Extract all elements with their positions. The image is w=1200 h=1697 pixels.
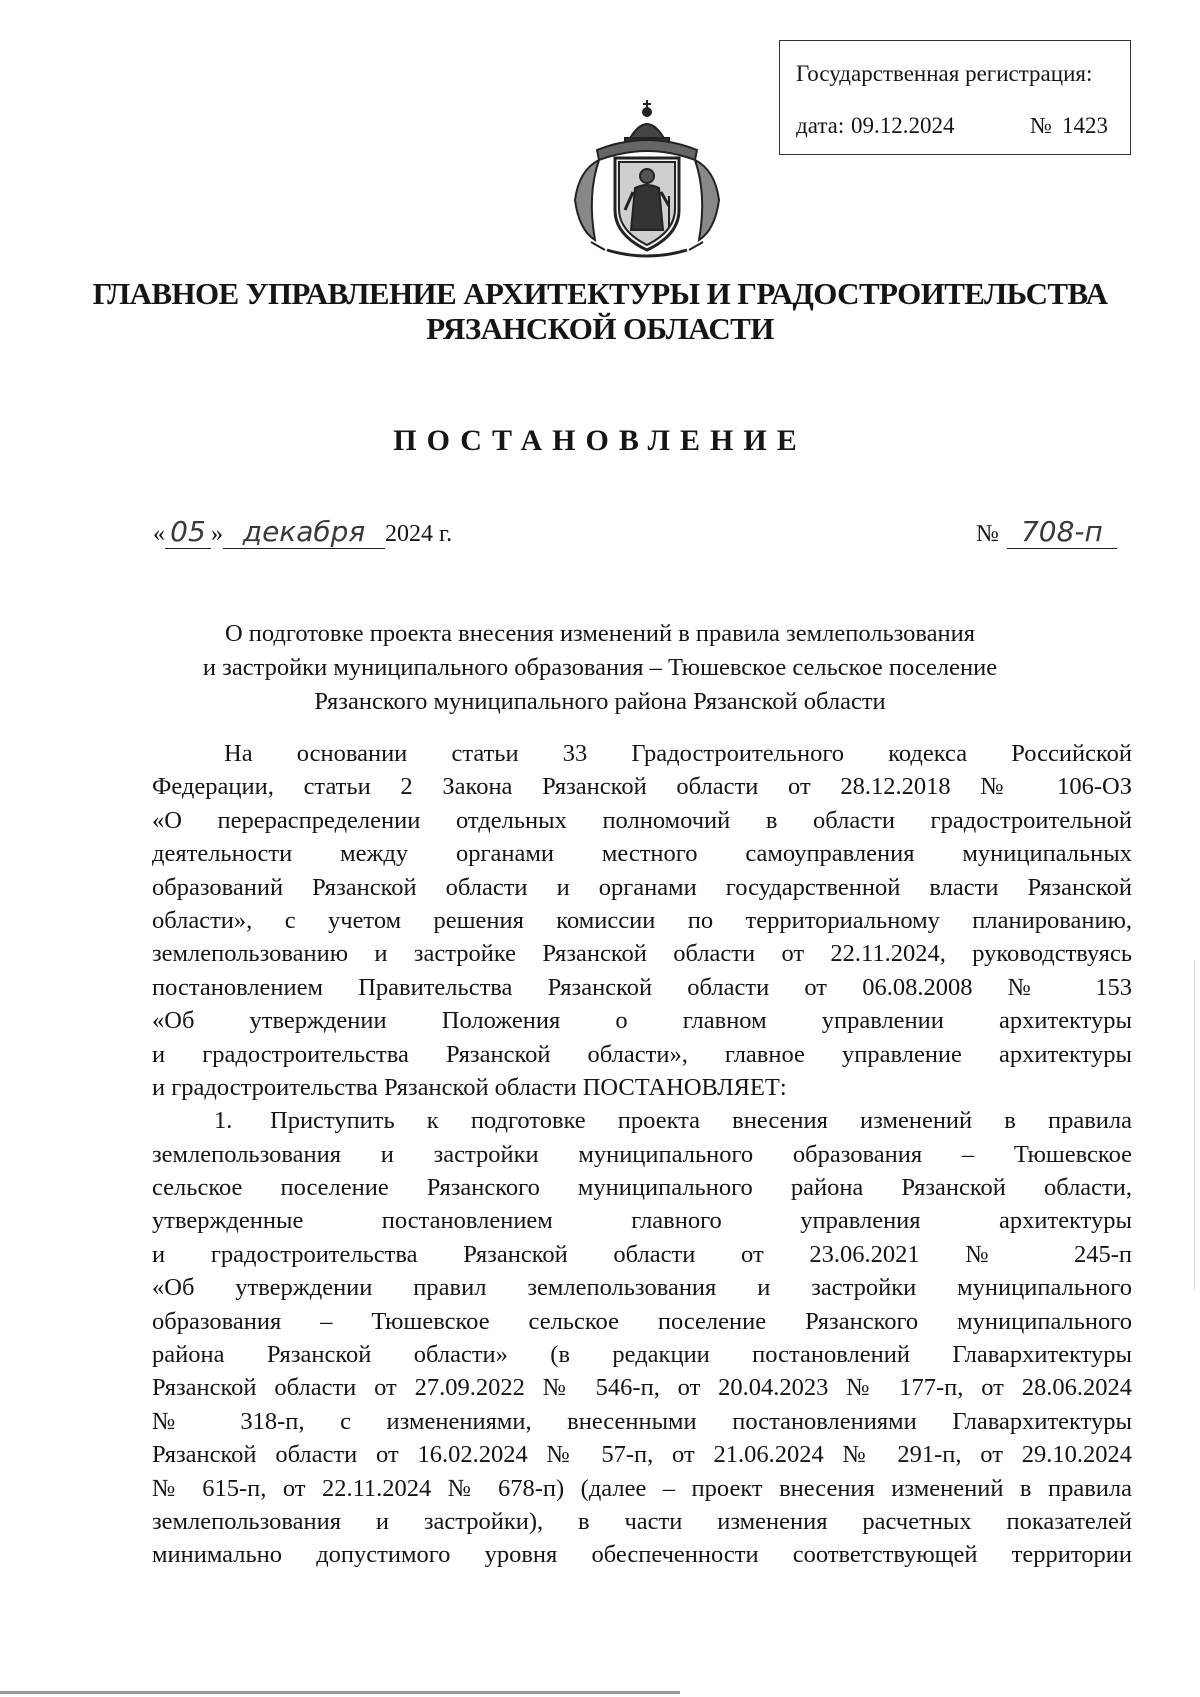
date-open-quote: « (153, 521, 165, 547)
body-line: постановлением Правительства Рязанской области от 06.08.2008 № 153 (152, 973, 1132, 1001)
issue-number-value: 708-п (1020, 515, 1103, 548)
body-line: района Рязанской области» (в редакции постановлений Главархитектуры (152, 1341, 1132, 1369)
registration-date-label: дата: (796, 113, 845, 138)
document-subject (150, 617, 1050, 719)
body-line: «Об утверждении Положения о главном управлении архитектуры (152, 1007, 1132, 1035)
body-line: «О перераспределении отдельных полномочий в области градостроительной (152, 806, 1132, 834)
body-line: образований Рязанской области и органами государственной власти Рязанской (152, 873, 1132, 901)
body-line: Рязанской области от 27.09.2022 № 546-п, от 20.04.2023 № 177-п, от 28.06.2024 (152, 1374, 1132, 1402)
body-line: Федерации, статьи 2 Закона Рязанской области от 28.12.2018 № 106-ОЗ (152, 773, 1132, 801)
body-line: и градостроительства Рязанской области от 23.06.2021 № 245-п (152, 1240, 1132, 1268)
scan-artifact-edge (1194, 960, 1195, 1290)
body-line: На основании статьи 33 Градостроительного кодекса Российской (224, 740, 1132, 767)
issue-number (976, 515, 1117, 549)
issue-day: 05 (170, 515, 206, 548)
body-line: «Об утверждении правил землепользования и застройки муниципального (152, 1274, 1132, 1302)
item-number: 1. (214, 1107, 233, 1135)
date-close-quote: » (211, 521, 223, 547)
body-line: деятельности между органами местного самоуправления муниципальных (152, 840, 1132, 868)
body-line: утвержденные постановлением главного управления архитектуры (152, 1207, 1132, 1235)
registration-number-label: № (1030, 113, 1052, 138)
body-line: № 318-п, с изменениями, внесенными постановлениями Главархитектуры (152, 1407, 1132, 1435)
registration-title: Государственная регистрация: (796, 61, 1093, 86)
registration-number: 1423 (1062, 113, 1108, 138)
body-line: и градостроительства Рязанской области ПОСТАНОВЛЯЕТ: (152, 1073, 787, 1101)
subject-line: Рязанского муниципального района Рязанской области (314, 688, 886, 715)
body-line: Приступить к подготовке проекта внесения изменений в правила (270, 1107, 1132, 1135)
issue-year: 2024 г. (385, 521, 453, 547)
scan-artifact-line (0, 1691, 680, 1694)
body-line: землепользованию и застройке Рязанской области от 22.11.2024, руководствуясь (152, 940, 1132, 968)
body-line: сельское поселение Рязанского муниципального района Рязанской области, (152, 1174, 1132, 1202)
coat-of-arms-emblem (567, 100, 727, 265)
organization-name-line1: ГЛАВНОЕ УПРАВЛЕНИЕ АРХИТЕКТУРЫ И ГРАДОСТРОИТЕЛЬСТВА (92, 276, 1108, 311)
issue-date (153, 515, 452, 549)
issue-number-label: № (976, 521, 999, 547)
document-body (152, 737, 1132, 1572)
body-line: образования – Тюшевское сельское поселение Рязанского муниципального (152, 1307, 1132, 1335)
body-line: землепользования и застройки), в части изменения расчетных показателей (152, 1507, 1132, 1535)
registration-date: 09.12.2024 (851, 113, 955, 138)
body-line: № 615-п, от 22.11.2024 № 678-п) (далее – проект внесения изменений в правила (152, 1474, 1132, 1502)
body-line: области», с учетом решения комиссии по территориальному планированию, (152, 906, 1132, 934)
item-1-first-line (152, 1104, 1132, 1137)
body-line: и градостроительства Рязанской области», главное управление архитектуры (152, 1040, 1132, 1068)
body-line: Рязанской области от 16.02.2024 № 57-п, от 21.06.2024 № 291-п, от 29.10.2024 (152, 1441, 1132, 1469)
body-line: минимально допустимого уровня обеспеченности соответствующей территории (152, 1541, 1132, 1569)
issue-month: декабря (242, 515, 366, 548)
body-line: землепользования и застройки муниципального образования – Тюшевское (152, 1140, 1132, 1168)
organization-name-line2: РЯЗАНСКОЙ ОБЛАСТИ (426, 311, 774, 346)
registration-stamp (779, 40, 1131, 155)
document-type-heading: ПОСТАНОВЛЕНИЕ (393, 424, 807, 457)
subject-line: и застройки муниципального образования – Тюшевское сельское поселение (202, 654, 998, 681)
subject-line: О подготовке проекта внесения изменений в правила землепользования (224, 620, 976, 647)
